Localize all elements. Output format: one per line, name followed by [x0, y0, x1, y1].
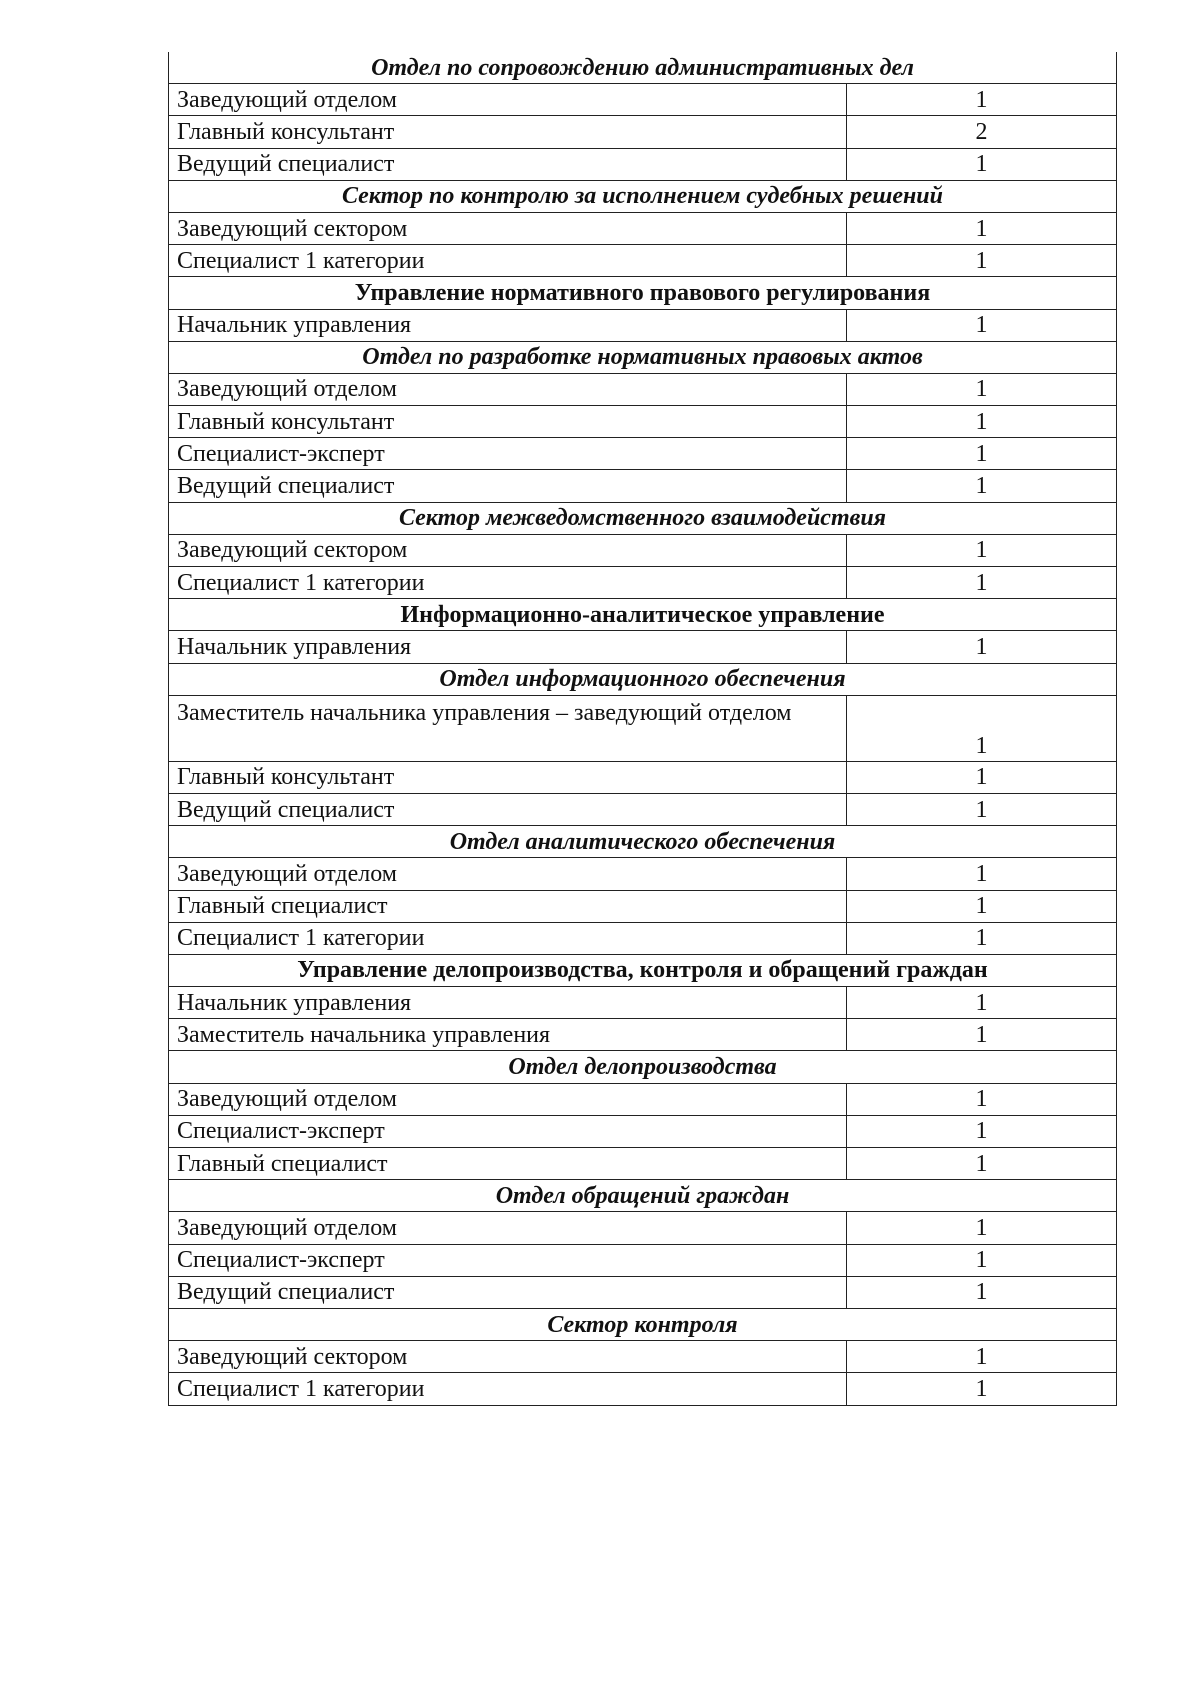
position-name: Начальник управления — [169, 309, 847, 341]
position-count: 1 — [847, 84, 1117, 116]
position-name: Ведущий специалист — [169, 470, 847, 502]
position-row — [169, 148, 1117, 180]
position-name: Главный консультант — [169, 116, 847, 148]
position-name: Заведующий сектором — [169, 534, 847, 566]
position-name: Заведующий отделом — [169, 84, 847, 116]
staff-table — [168, 52, 1117, 1406]
position-name: Главный консультант — [169, 406, 847, 438]
division-heading-row — [169, 826, 1117, 858]
position-count: 1 — [847, 406, 1117, 438]
position-name: Ведущий специалист — [169, 793, 847, 825]
position-row — [169, 1341, 1117, 1373]
position-row — [169, 1115, 1117, 1147]
division-heading: Отдел по сопровождению административных дел — [169, 52, 1117, 84]
position-row — [169, 890, 1117, 922]
position-count: 1 — [847, 761, 1117, 793]
division-heading: Сектор межведомственного взаимодействия — [169, 502, 1117, 534]
position-row — [169, 1083, 1117, 1115]
position-name: Ведущий специалист — [169, 1276, 847, 1308]
position-count: 1 — [847, 245, 1117, 277]
division-heading-row — [169, 180, 1117, 212]
position-name: Заведующий отделом — [169, 1083, 847, 1115]
position-count: 1 — [847, 534, 1117, 566]
position-count: 1 — [847, 922, 1117, 954]
position-row — [169, 534, 1117, 566]
division-heading: Отдел аналитического обеспечения — [169, 826, 1117, 858]
division-heading: Отдел по разработке нормативных правовых актов — [169, 341, 1117, 373]
position-name: Заведующий отделом — [169, 373, 847, 405]
division-heading: Отдел делопроизводства — [169, 1051, 1117, 1083]
position-row — [169, 631, 1117, 663]
position-count: 1 — [847, 1148, 1117, 1180]
position-row — [169, 438, 1117, 470]
position-count: 1 — [847, 1019, 1117, 1051]
division-heading: Сектор контроля — [169, 1308, 1117, 1340]
position-count: 1 — [847, 1115, 1117, 1147]
position-name: Заведующий отделом — [169, 1212, 847, 1244]
position-row — [169, 1244, 1117, 1276]
position-count: 1 — [847, 1341, 1117, 1373]
position-count: 1 — [847, 212, 1117, 244]
position-row — [169, 567, 1117, 599]
position-row — [169, 406, 1117, 438]
position-count: 1 — [847, 987, 1117, 1019]
position-name: Главный специалист — [169, 1148, 847, 1180]
department-heading: Управление нормативного правового регулирования — [169, 277, 1117, 309]
position-name: Заместитель начальника управления – заведующий отделом — [169, 695, 847, 761]
position-name: Начальник управления — [169, 631, 847, 663]
position-name: Специалист-эксперт — [169, 1244, 847, 1276]
division-heading-row — [169, 52, 1117, 84]
department-heading-row — [169, 599, 1117, 631]
position-row — [169, 1373, 1117, 1405]
position-name: Ведущий специалист — [169, 148, 847, 180]
position-row — [169, 695, 1117, 761]
position-row — [169, 116, 1117, 148]
position-name: Специалист 1 категории — [169, 1373, 847, 1405]
position-row — [169, 987, 1117, 1019]
position-name: Специалист 1 категории — [169, 567, 847, 599]
position-count: 1 — [847, 793, 1117, 825]
position-count: 1 — [847, 567, 1117, 599]
division-heading-row — [169, 1180, 1117, 1212]
position-name: Специалист-эксперт — [169, 438, 847, 470]
position-row — [169, 245, 1117, 277]
position-row — [169, 793, 1117, 825]
position-row — [169, 1212, 1117, 1244]
position-name: Специалист 1 категории — [169, 922, 847, 954]
position-count: 1 — [847, 1083, 1117, 1115]
position-name: Начальник управления — [169, 987, 847, 1019]
position-count: 1 — [847, 1212, 1117, 1244]
position-count: 1 — [847, 1276, 1117, 1308]
position-name: Заведующий сектором — [169, 1341, 847, 1373]
position-count: 1 — [847, 695, 1117, 761]
position-name: Заведующий сектором — [169, 212, 847, 244]
position-name: Заместитель начальника управления — [169, 1019, 847, 1051]
position-row — [169, 373, 1117, 405]
department-heading: Управление делопроизводства, контроля и обращений граждан — [169, 954, 1117, 986]
division-heading: Отдел информационного обеспечения — [169, 663, 1117, 695]
position-count: 1 — [847, 309, 1117, 341]
position-name: Специалист-эксперт — [169, 1115, 847, 1147]
division-heading-row — [169, 1308, 1117, 1340]
position-count: 1 — [847, 148, 1117, 180]
division-heading-row — [169, 663, 1117, 695]
position-row — [169, 212, 1117, 244]
position-name: Главный консультант — [169, 761, 847, 793]
position-count: 1 — [847, 373, 1117, 405]
position-row — [169, 84, 1117, 116]
department-heading-row — [169, 277, 1117, 309]
position-row — [169, 1276, 1117, 1308]
division-heading-row — [169, 502, 1117, 534]
division-heading: Сектор по контролю за исполнением судебных решений — [169, 180, 1117, 212]
position-name: Главный специалист — [169, 890, 847, 922]
position-name: Заведующий отделом — [169, 858, 847, 890]
division-heading-row — [169, 341, 1117, 373]
department-heading-row — [169, 954, 1117, 986]
position-name: Специалист 1 категории — [169, 245, 847, 277]
division-heading: Отдел обращений граждан — [169, 1180, 1117, 1212]
position-count: 1 — [847, 438, 1117, 470]
position-row — [169, 761, 1117, 793]
position-row — [169, 1019, 1117, 1051]
position-count: 1 — [847, 631, 1117, 663]
position-row — [169, 1148, 1117, 1180]
position-count: 1 — [847, 1244, 1117, 1276]
staff-table-body — [169, 52, 1117, 1405]
position-count: 1 — [847, 890, 1117, 922]
position-row — [169, 922, 1117, 954]
position-count: 1 — [847, 1373, 1117, 1405]
division-heading-row — [169, 1051, 1117, 1083]
position-count: 1 — [847, 470, 1117, 502]
position-count: 2 — [847, 116, 1117, 148]
position-row — [169, 858, 1117, 890]
department-heading: Информационно-аналитическое управление — [169, 599, 1117, 631]
position-row — [169, 309, 1117, 341]
position-count: 1 — [847, 858, 1117, 890]
position-row — [169, 470, 1117, 502]
